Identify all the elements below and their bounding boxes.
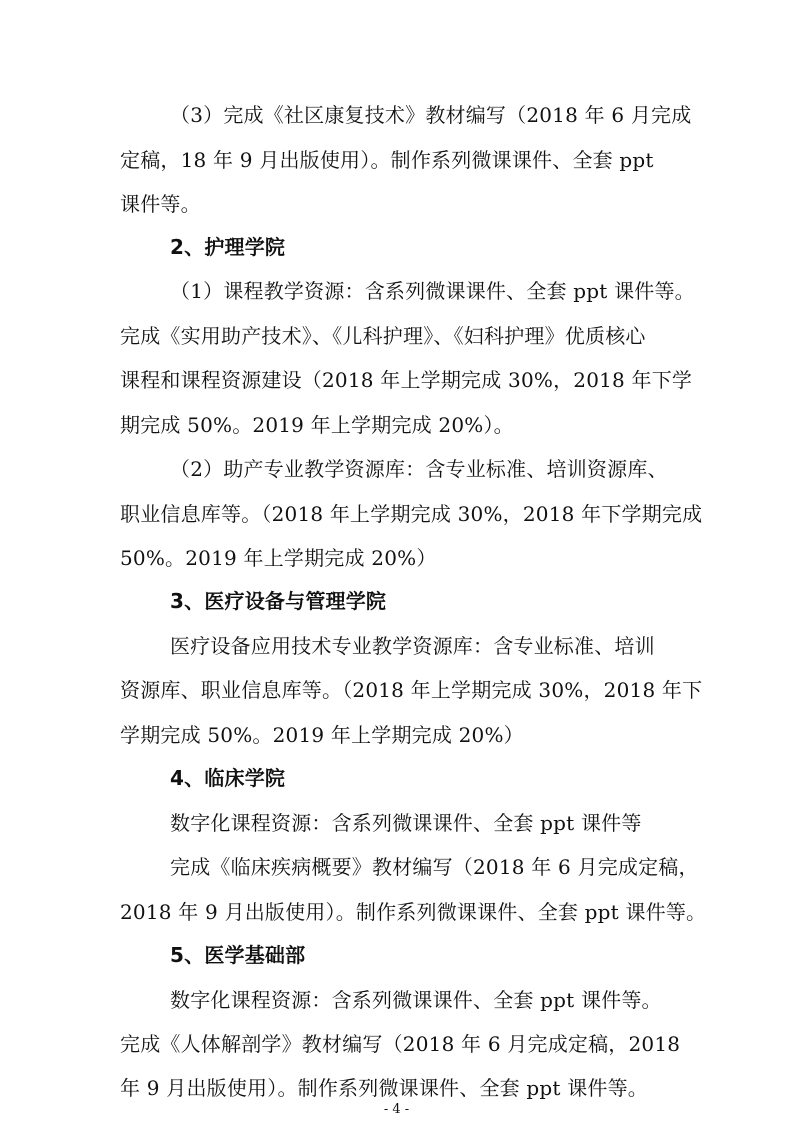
- paragraph-line: 资源库、职业信息库等。（2018 年上学期完成 30%，2018 年下: [120, 678, 703, 702]
- paragraph-line: 年 9 月出版使用）。制作系列微课课件、全套 ppt 课件等。: [120, 1076, 648, 1100]
- paragraph-line: 数字化课程资源：含系列微课课件、全套 ppt 课件等。: [170, 988, 662, 1012]
- paragraph-line: 数字化课程资源：含系列微课课件、全套 ppt 课件等: [170, 811, 642, 835]
- paragraph-line: （3）完成《社区康复技术》教材编写（2018 年 6 月完成: [170, 103, 692, 127]
- paragraph-line: 期完成 50%。2019 年上学期完成 20%）。: [120, 413, 514, 437]
- paragraph-line: 50%。2019 年上学期完成 20%）: [120, 546, 437, 570]
- paragraph-line: 学期完成 50%。2019 年上学期完成 20%）: [120, 723, 524, 747]
- paragraph-line: （1）课程教学资源：含系列微课课件、全套 ppt 课件等。: [170, 279, 695, 303]
- paragraph-line: 课件等。: [120, 192, 201, 216]
- paragraph-line: 定稿，18 年 9 月出版使用）。制作系列微课课件、全套 ppt: [120, 148, 654, 172]
- paragraph-line: 课程和课程资源建设（2018 年上学期完成 30%，2018 年下学: [120, 368, 693, 392]
- paragraph-line: 医疗设备应用技术专业教学资源库：含专业标准、培训: [170, 634, 655, 658]
- section-heading: 4、临床学院: [170, 766, 286, 790]
- section-heading: 3、医疗设备与管理学院: [170, 589, 387, 613]
- section-heading: 2、护理学院: [170, 235, 286, 259]
- paragraph-line: 完成《临床疾病概要》教材编写（2018 年 6 月完成定稿，: [170, 855, 699, 879]
- paragraph-line: 2018 年 9 月出版使用）。制作系列微课课件、全套 ppt 课件等。: [120, 900, 707, 924]
- paragraph-line: （2）助产专业教学资源库：含专业标准、培训资源库、: [170, 457, 668, 481]
- page-number: - 4 -: [383, 1102, 410, 1117]
- section-heading: 5、医学基础部: [170, 943, 306, 967]
- paragraph-line: 职业信息库等。（2018 年上学期完成 30%，2018 年下学期完成: [120, 502, 703, 526]
- paragraph-line: 完成《实用助产技术》、《儿科护理》、《妇科护理》优质核心: [120, 324, 646, 348]
- paragraph-line: 完成《人体解剖学》教材编写（2018 年 6 月完成定稿，2018: [120, 1032, 681, 1056]
